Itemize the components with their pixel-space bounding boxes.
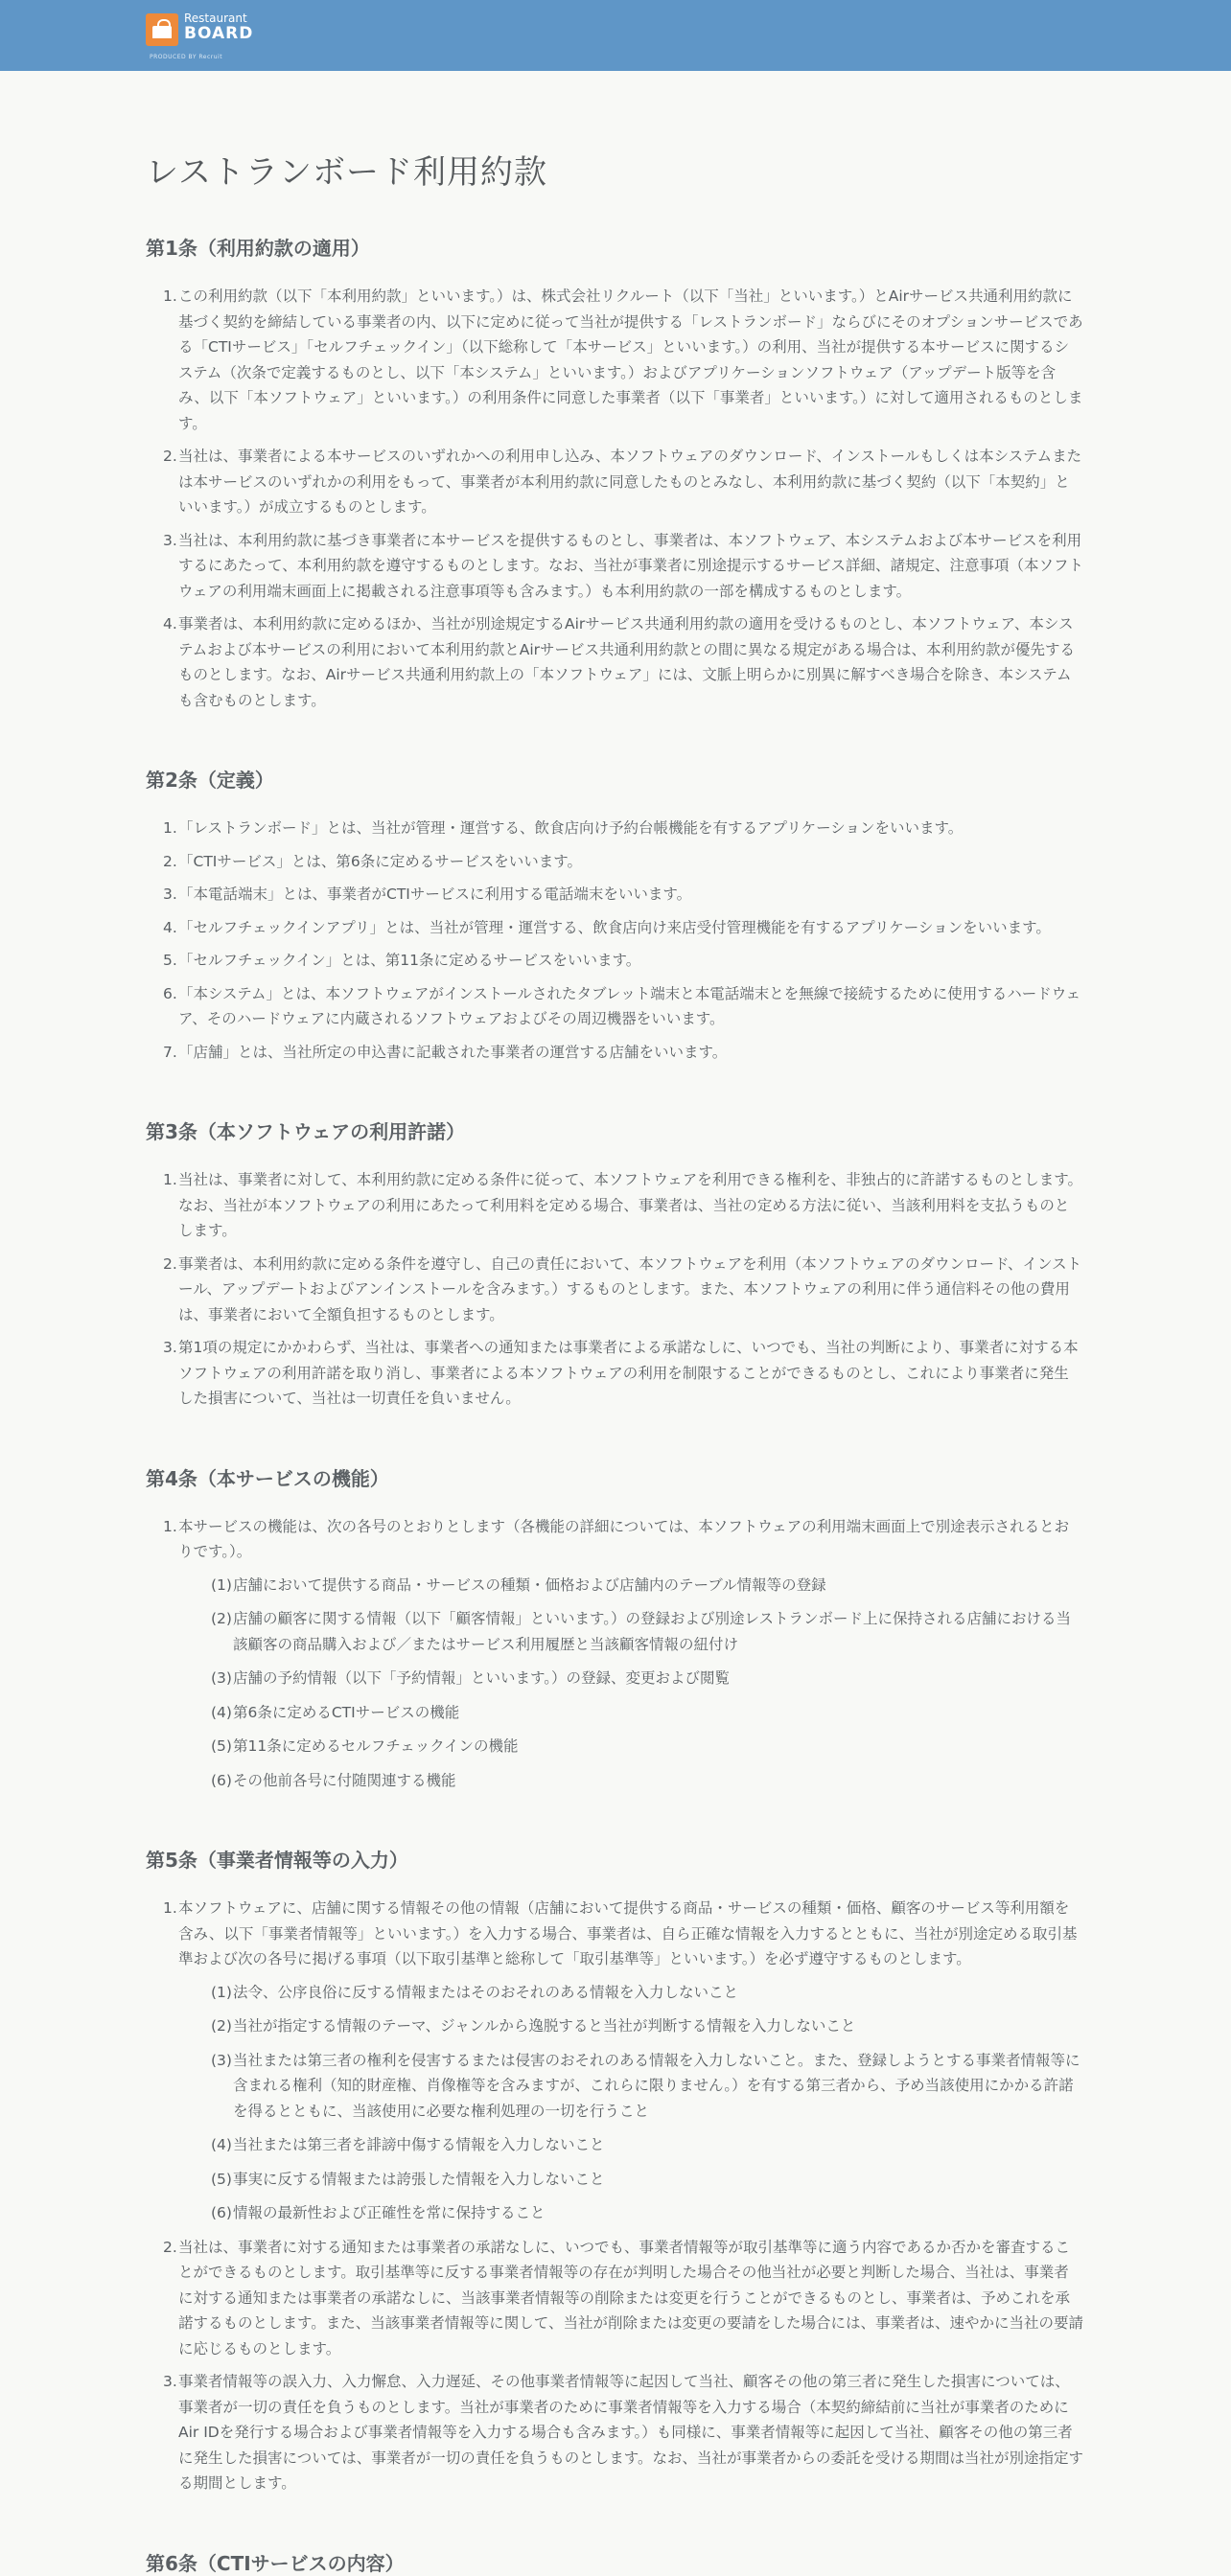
clause-item <box>146 849 1083 875</box>
article-section <box>146 2548 1083 2576</box>
subclause-number: (6) <box>211 1771 232 1789</box>
subclause-number: (1) <box>211 1983 232 2001</box>
clause-number: 2. <box>163 2238 177 2256</box>
logo-produced-by: PRODUCED BY Recruit <box>150 54 223 60</box>
clause-number: 2. <box>163 1254 177 1273</box>
clause-number: 6. <box>163 984 177 1002</box>
subclause-number: (5) <box>211 2170 232 2188</box>
clause-text: 「レストランボード」とは、当社が管理・運営する、飲食店向け予約台帳機能を有するアプリケーションをいいます。 <box>178 819 964 837</box>
clause-number: 1. <box>163 1899 177 1917</box>
clause-item <box>146 981 1083 1032</box>
clause-item <box>146 611 1083 713</box>
subclause-number: (1) <box>211 1576 232 1594</box>
subclause-item <box>178 1700 1083 1726</box>
clause-item <box>146 1896 1083 2226</box>
article-heading: 第1条（利用約款の適用） <box>146 237 370 260</box>
clause-item <box>146 882 1083 908</box>
subclause-text: 店舗の予約情報（以下「予約情報」といいます。）の登録、変更および閲覧 <box>233 1669 731 1687</box>
subclause-item <box>178 2132 1083 2158</box>
clause-item <box>146 816 1083 841</box>
article-section <box>146 1463 1083 1794</box>
clause-text: 「本システム」とは、本ソフトウェアがインストールされたタブレット端末と本電話端末とを無線で接続するために使用するハードウェア、そのハードウェアに内蔵されるソフトウェアおよびその周辺機器をいいます。 <box>178 984 1081 1027</box>
clause-number: 1. <box>163 1517 177 1535</box>
subclause-list <box>178 1980 1083 2226</box>
clause-item <box>146 1335 1083 1412</box>
logo-line2: BOARD <box>184 24 254 43</box>
clause-text: 本サービスの機能は、次の各号のとおりとします（各機能の詳細については、本ソフトウェアの利用端末画面上で別途表示されるとおりです。）。 <box>178 1517 1070 1560</box>
subclause-text: 当社または第三者の権利を侵害するまたは侵害のおそれのある情報を入力しないこと。また、登録しようとする事業者情報等に含まれる権利（知的財産権、肖像権等を含みますが、これらに限りません。）を有する第三者から、予め当該使用にかかる許諾を得るとともに、当該使用に必要な権利処理の一切を行うこと <box>233 2051 1080 2120</box>
clause-text: この利用約款（以下「本利用約款」といいます。）は、株式会社リクルート（以下「当社」といいます。）とAirサービス共通利用約款に基づく契約を締結している事業者の内、以下に定めに従って当社が提供する「レストランボード」ならびにそのオプションサービスである「CTIサービス」「セルフチェックイン」（以下総称して「本サービス」といいます。）の利用、当社が提供する本サービスに関するシステム（次条で定義するものとし、以下「本システム」といいます。）およびアプリケーションソフトウェア（アップデート版等を含み、以下「本ソフトウェア」といいます。）の利用条件に同意した事業者（以下「事業者」といいます。）に対して適用されるものとします。 <box>178 288 1083 432</box>
clause-number: 1. <box>163 819 177 837</box>
subclause-list <box>178 1573 1083 1794</box>
subclause-number: (5) <box>211 1737 232 1755</box>
article-section <box>146 1845 1083 2496</box>
clause-number: 3. <box>163 1339 177 1356</box>
articles-container <box>146 233 1083 2576</box>
article-heading: 第4条（本サービスの機能） <box>146 1466 389 1490</box>
clause-number: 7. <box>163 1043 177 1061</box>
article-heading: 第6条（CTIサービスの内容） <box>146 2551 405 2575</box>
clause-text: 当社は、事業者に対する通知または事業者の承諾なしに、いつでも、事業者情報等が取引基準等に適う内容であるか否かを審査することができるものとします。取引基準等に反する事業者情報等の存在が判明した場合その他当社が必要と判断した場合、当社は、事業者に対する通知または事業者の承諾なしに、当該事業者情報等の削除または変更を行うことができるものとし、事業者は、予めこれを承諾するものとします。また、当該事業者情報等に関して、当社が削除または変更の要請をした場合には、事業者は、速やかに当社の要請に応じるものとします。 <box>178 2238 1083 2358</box>
subclause-text: 第6条に定めるCTIサービスの機能 <box>233 1703 460 1721</box>
clause-item <box>146 2369 1083 2496</box>
article-section <box>146 765 1083 1065</box>
clause-item <box>146 1040 1083 1066</box>
clause-list <box>146 284 1083 713</box>
subclause-item <box>178 1980 1083 2006</box>
subclause-text: 店舗において提供する商品・サービスの種類・価格および店舗内のテーブル情報等の登録 <box>233 1576 826 1594</box>
subclause-text: 情報の最新性および正確性を常に保持すること <box>233 2204 546 2221</box>
clause-number: 3. <box>163 886 177 903</box>
clause-text: 事業者情報等の誤入力、入力懈怠、入力遅延、その他事業者情報等に起因して当社、顧客その他の第三者に発生した損害については、事業者が一切の責任を負うものとします。当社が事業者のために事業者情報等を入力する場合（本契約締結前に当社が事業者のためにAir IDを発行する場合および事業者情報等を入力する場合も含みます。）も同様に、事業者情報等に起因して当社、顧客その他の第三者に発生した損害については、事業者が一切の責任を負うものとします。なお、当社が事業者からの委託を受ける期間は当社が別途指定する期間とします。 <box>178 2373 1083 2492</box>
subclause-number: (2) <box>211 2017 232 2035</box>
clause-item <box>146 948 1083 974</box>
clause-number: 1. <box>163 288 177 305</box>
subclause-number: (6) <box>211 2204 232 2221</box>
clause-list <box>146 816 1083 1065</box>
clause-list <box>146 1167 1083 1412</box>
subclause-number: (3) <box>211 2051 232 2069</box>
clause-item <box>146 915 1083 941</box>
subclause-text: 当社または第三者を誹謗中傷する情報を入力しないこと <box>233 2136 605 2153</box>
clause-list <box>146 1896 1083 2496</box>
subclause-text: 法令、公序良俗に反する情報またはそのおそれのある情報を入力しないこと <box>233 1983 739 2001</box>
subclause-item <box>178 1573 1083 1598</box>
clause-number: 5. <box>163 952 177 969</box>
clause-text: 当社は、事業者による本サービスのいずれかへの利用申し込み、本ソフトウェアのダウンロード、インストールもしくは本システムまたは本サービスのいずれかの利用をもって、事業者が本利用約款に同意したものとみなし、本利用約款に基づく契約（以下「本契約」といいます。）が成立するものとします。 <box>178 448 1082 516</box>
subclause-text: 事実に反する情報または誇張した情報を入力しないこと <box>233 2170 605 2188</box>
clause-item <box>146 1252 1083 1328</box>
clause-text: 当社は、本利用約款に基づき事業者に本サービスを提供するものとし、事業者は、本ソフトウェア、本システムおよび本サービスを利用するにあたって、本利用約款を遵守するものとします。なお、当社が事業者に別途提示するサービス詳細、諸規定、注意事項（本ソフトウェアの利用端末画面上に掲載される注意事項等も含みます。）も本利用約款の一部を構成するものとします。 <box>178 531 1083 600</box>
clause-text: 「セルフチェックインアプリ」とは、当社が管理・運営する、飲食店向け来店受付管理機能を有するアプリケーションをいいます。 <box>178 918 1051 936</box>
logo-text <box>184 12 253 42</box>
clause-text: 「店舗」とは、当社所定の申込書に記載された事業者の運営する店舗をいいます。 <box>178 1043 728 1061</box>
article-heading: 第3条（本ソフトウェアの利用許諾） <box>146 1120 466 1143</box>
restaurant-logo-icon <box>146 13 178 46</box>
subclause-item <box>178 2048 1083 2125</box>
subclause-text: 当社が指定する情報のテーマ、ジャンルから逸脱すると当社が判断する情報を入力しないこと <box>233 2017 856 2035</box>
clause-item <box>146 2235 1083 2362</box>
page-title: レストランボード利用約款 <box>146 154 547 191</box>
subclause-item <box>178 2167 1083 2193</box>
subclause-item <box>178 1734 1083 1760</box>
subclause-number: (2) <box>211 1610 232 1627</box>
clause-text: 本ソフトウェアに、店舗に関する情報その他の情報（店舗において提供する商品・サービスの種類・価格、顧客のサービス等利用額を含み、以下「事業者情報等」といいます。）を入力する場合、事業者は、自ら正確な情報を入力するとともに、当社が別途定める取引基準および次の各号に掲げる事項（以下取引基準と総称して「取引基準等」といいます。）を必ず遵守するものとします。 <box>178 1899 1078 1967</box>
clause-item <box>146 284 1083 436</box>
clause-item <box>146 1167 1083 1244</box>
clause-number: 4. <box>163 918 177 936</box>
article-section <box>146 233 1083 713</box>
subclause-text: 第11条に定めるセルフチェックインの機能 <box>233 1737 519 1755</box>
subclause-item <box>178 2013 1083 2039</box>
clause-number: 1. <box>163 1171 177 1188</box>
site-header <box>0 0 1231 71</box>
clause-item <box>146 444 1083 520</box>
subclause-item <box>178 1606 1083 1657</box>
clause-number: 2. <box>163 448 177 465</box>
clause-text: 「本電話端末」とは、事業者がCTIサービスに利用する電話端末をいいます。 <box>178 886 692 903</box>
subclause-item <box>178 2200 1083 2226</box>
clause-text: 「セルフチェックイン」とは、第11条に定めるサービスをいいます。 <box>178 952 641 969</box>
terms-content <box>146 71 1083 2576</box>
restaurant-board-logo[interactable] <box>146 12 253 61</box>
clause-list <box>146 1514 1083 1794</box>
subclause-number: (4) <box>211 1703 232 1721</box>
clause-text: 事業者は、本利用約款に定めるほか、当社が別途規定するAirサービス共通利用約款の適用を受けるものとし、本ソフトウェア、本システムおよび本サービスの利用において本利用約款とAirサービス共通利用約款との間に異なる規定がある場合は、本利用約款が優先するものとします。なお、Airサービス共通利用約款上の「本ソフトウェア」には、文脈上明らかに別異に解すべき場合を除き、本システムも含むものとします。 <box>178 615 1076 709</box>
subclause-text: 店舗の顧客に関する情報（以下「顧客情報」といいます。）の登録および別途レストランボード上に保持される店舗における当該顧客の商品購入および／またはサービス利用履歴と当該顧客情報の紐付け <box>233 1610 1072 1653</box>
clause-number: 3. <box>163 2373 177 2390</box>
subclause-text: その他前各号に付随関連する機能 <box>233 1771 456 1789</box>
clause-text: 当社は、事業者に対して、本利用約款に定める条件に従って、本ソフトウェアを利用できる権利を、非独占的に許諾するものとします。なお、当社が本ソフトウェアの利用にあたって利用料を定める場合、事業者は、当社の定める方法に従い、当該利用料を支払うものとします。 <box>178 1171 1083 1239</box>
subclause-number: (3) <box>211 1669 232 1687</box>
clause-item <box>146 528 1083 605</box>
clause-item <box>146 1514 1083 1794</box>
article-heading: 第5条（事業者情報等の入力） <box>146 1849 408 1872</box>
clause-number: 3. <box>163 531 177 549</box>
article-section <box>146 1116 1083 1412</box>
subclause-item <box>178 1666 1083 1691</box>
clause-number: 2. <box>163 852 177 870</box>
clause-text: 第1項の規定にかかわらず、当社は、事業者への通知または事業者による承諾なしに、いつでも、当社の判断により、事業者に対する本ソフトウェアの利用許諾を取り消し、事業者による本ソフトウェアの利用を制限することができるものとし、これにより事業者に発生した損害について、当社は一切責任を負いません。 <box>178 1339 1079 1407</box>
clause-text: 事業者は、本利用約款に定める条件を遵守し、自己の責任において、本ソフトウェアを利用（本ソフトウェアのダウンロード、インストール、アップデートおよびアンインストールを含みます。）するものとします。また、本ソフトウェアの利用に伴う通信料その他の費用は、事業者において全額負担するものとします。 <box>178 1254 1082 1323</box>
clause-text: 「CTIサービス」とは、第6条に定めるサービスをいいます。 <box>178 852 582 870</box>
subclause-item <box>178 1768 1083 1794</box>
article-heading: 第2条（定義） <box>146 769 274 792</box>
logo-line1: Restaurant <box>184 12 247 25</box>
subclause-number: (4) <box>211 2136 232 2153</box>
clause-number: 4. <box>163 615 177 632</box>
